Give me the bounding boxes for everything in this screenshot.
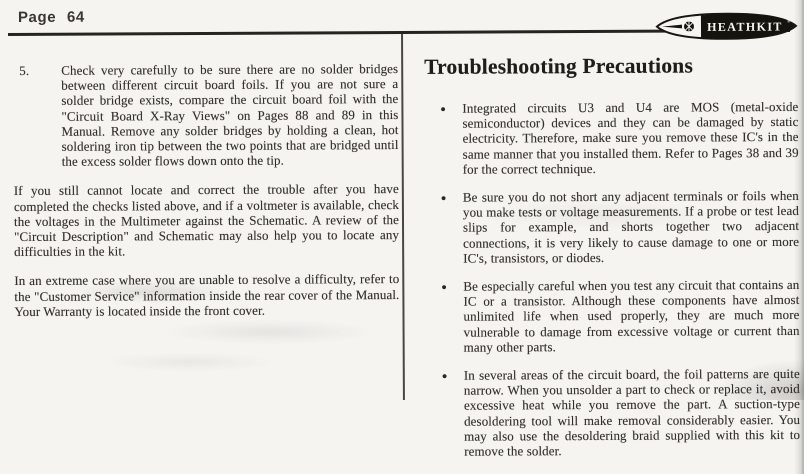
bullet-item [426,366,800,459]
bullet-icon: ● [440,192,447,203]
section-heading: Troubleshooting Precautions [424,53,694,79]
left-column [13,61,399,319]
paragraph: In an extreme case where you are unable to resolve a difficulty, refer to the "Customer Service" information inside the rear cover of the Manual. Your Warranty is located inside the front cover. [14,271,400,319]
bullet-text: In several areas of the circuit board, the foil patterns are quite narrow. When you unsolder a part to check or replace it, avoid excessive heat while you remove the part. A suction-type desoldering tool will make removal considerably easier. You may also use the desoldering braid supplied with this kit to remove the solder. [463,365,801,459]
page-number: Page 64 [17,8,85,27]
bullet-icon: ● [440,103,446,114]
bullet-item [424,99,798,177]
column-divider [401,34,405,400]
bullet-item [425,277,799,355]
paragraph: If you still cannot locate and correct the trouble after you have completed the checks listed above, and if a voltmeter is available, check the voltages in the Multimeter against the Schematic. A review of the "Circuit Description" and Schematic may also help you to locate any difficulties in the kit. [13,181,400,260]
bullet-icon: ● [441,370,448,381]
bullet-text: Be sure you do not short any adjacent terminals or foils when you make tests or voltage measurements. If a probe or test lead slips for example, and shorts together two adjacent connections, it is very likely to cause damage to one or more IC's, transistors, or diodes. [462,187,800,266]
numbered-step-5 [13,61,399,169]
right-column [424,53,800,472]
bullet-icon: ● [441,281,447,292]
logo-trademark: ® [787,19,791,25]
bullet-text: Integrated circuits U3 and U4 are MOS (metal-oxide semiconductor) devices and they can be damaged by static electricity. Therefore, make sure you remove these IC's in the same manner that you installed them. Refer to Pages 38 and 39 for the correct technique. [462,98,799,177]
bullet-text: Be especially careful when you test any circuit that contains an IC or a transistor. Although these components have almost unlimited life when used properly, they are much more vulnerable to damage from excessive voltage or current than many other parts. [463,276,800,355]
heathkit-logo-text: HEATHKIT [707,19,783,34]
heathkit-logo-badge [655,11,798,42]
step-number: 5. [19,62,30,78]
step-text: Check very carefully to be sure there are no solder bridges between different circuit board foils. If you are not sure a solder bridge exists, compare the circuit board foil with the "Circuit Board X-Ray Views" on Pages 88 and 89 in this Manual. Remove any solder bridges by holding a clean, hot soldering iron tip between the two points that are bridged until the excess solder flows down onto the tip. [61,61,399,169]
bullet-item [425,188,799,266]
heathkit-logo [655,11,798,42]
